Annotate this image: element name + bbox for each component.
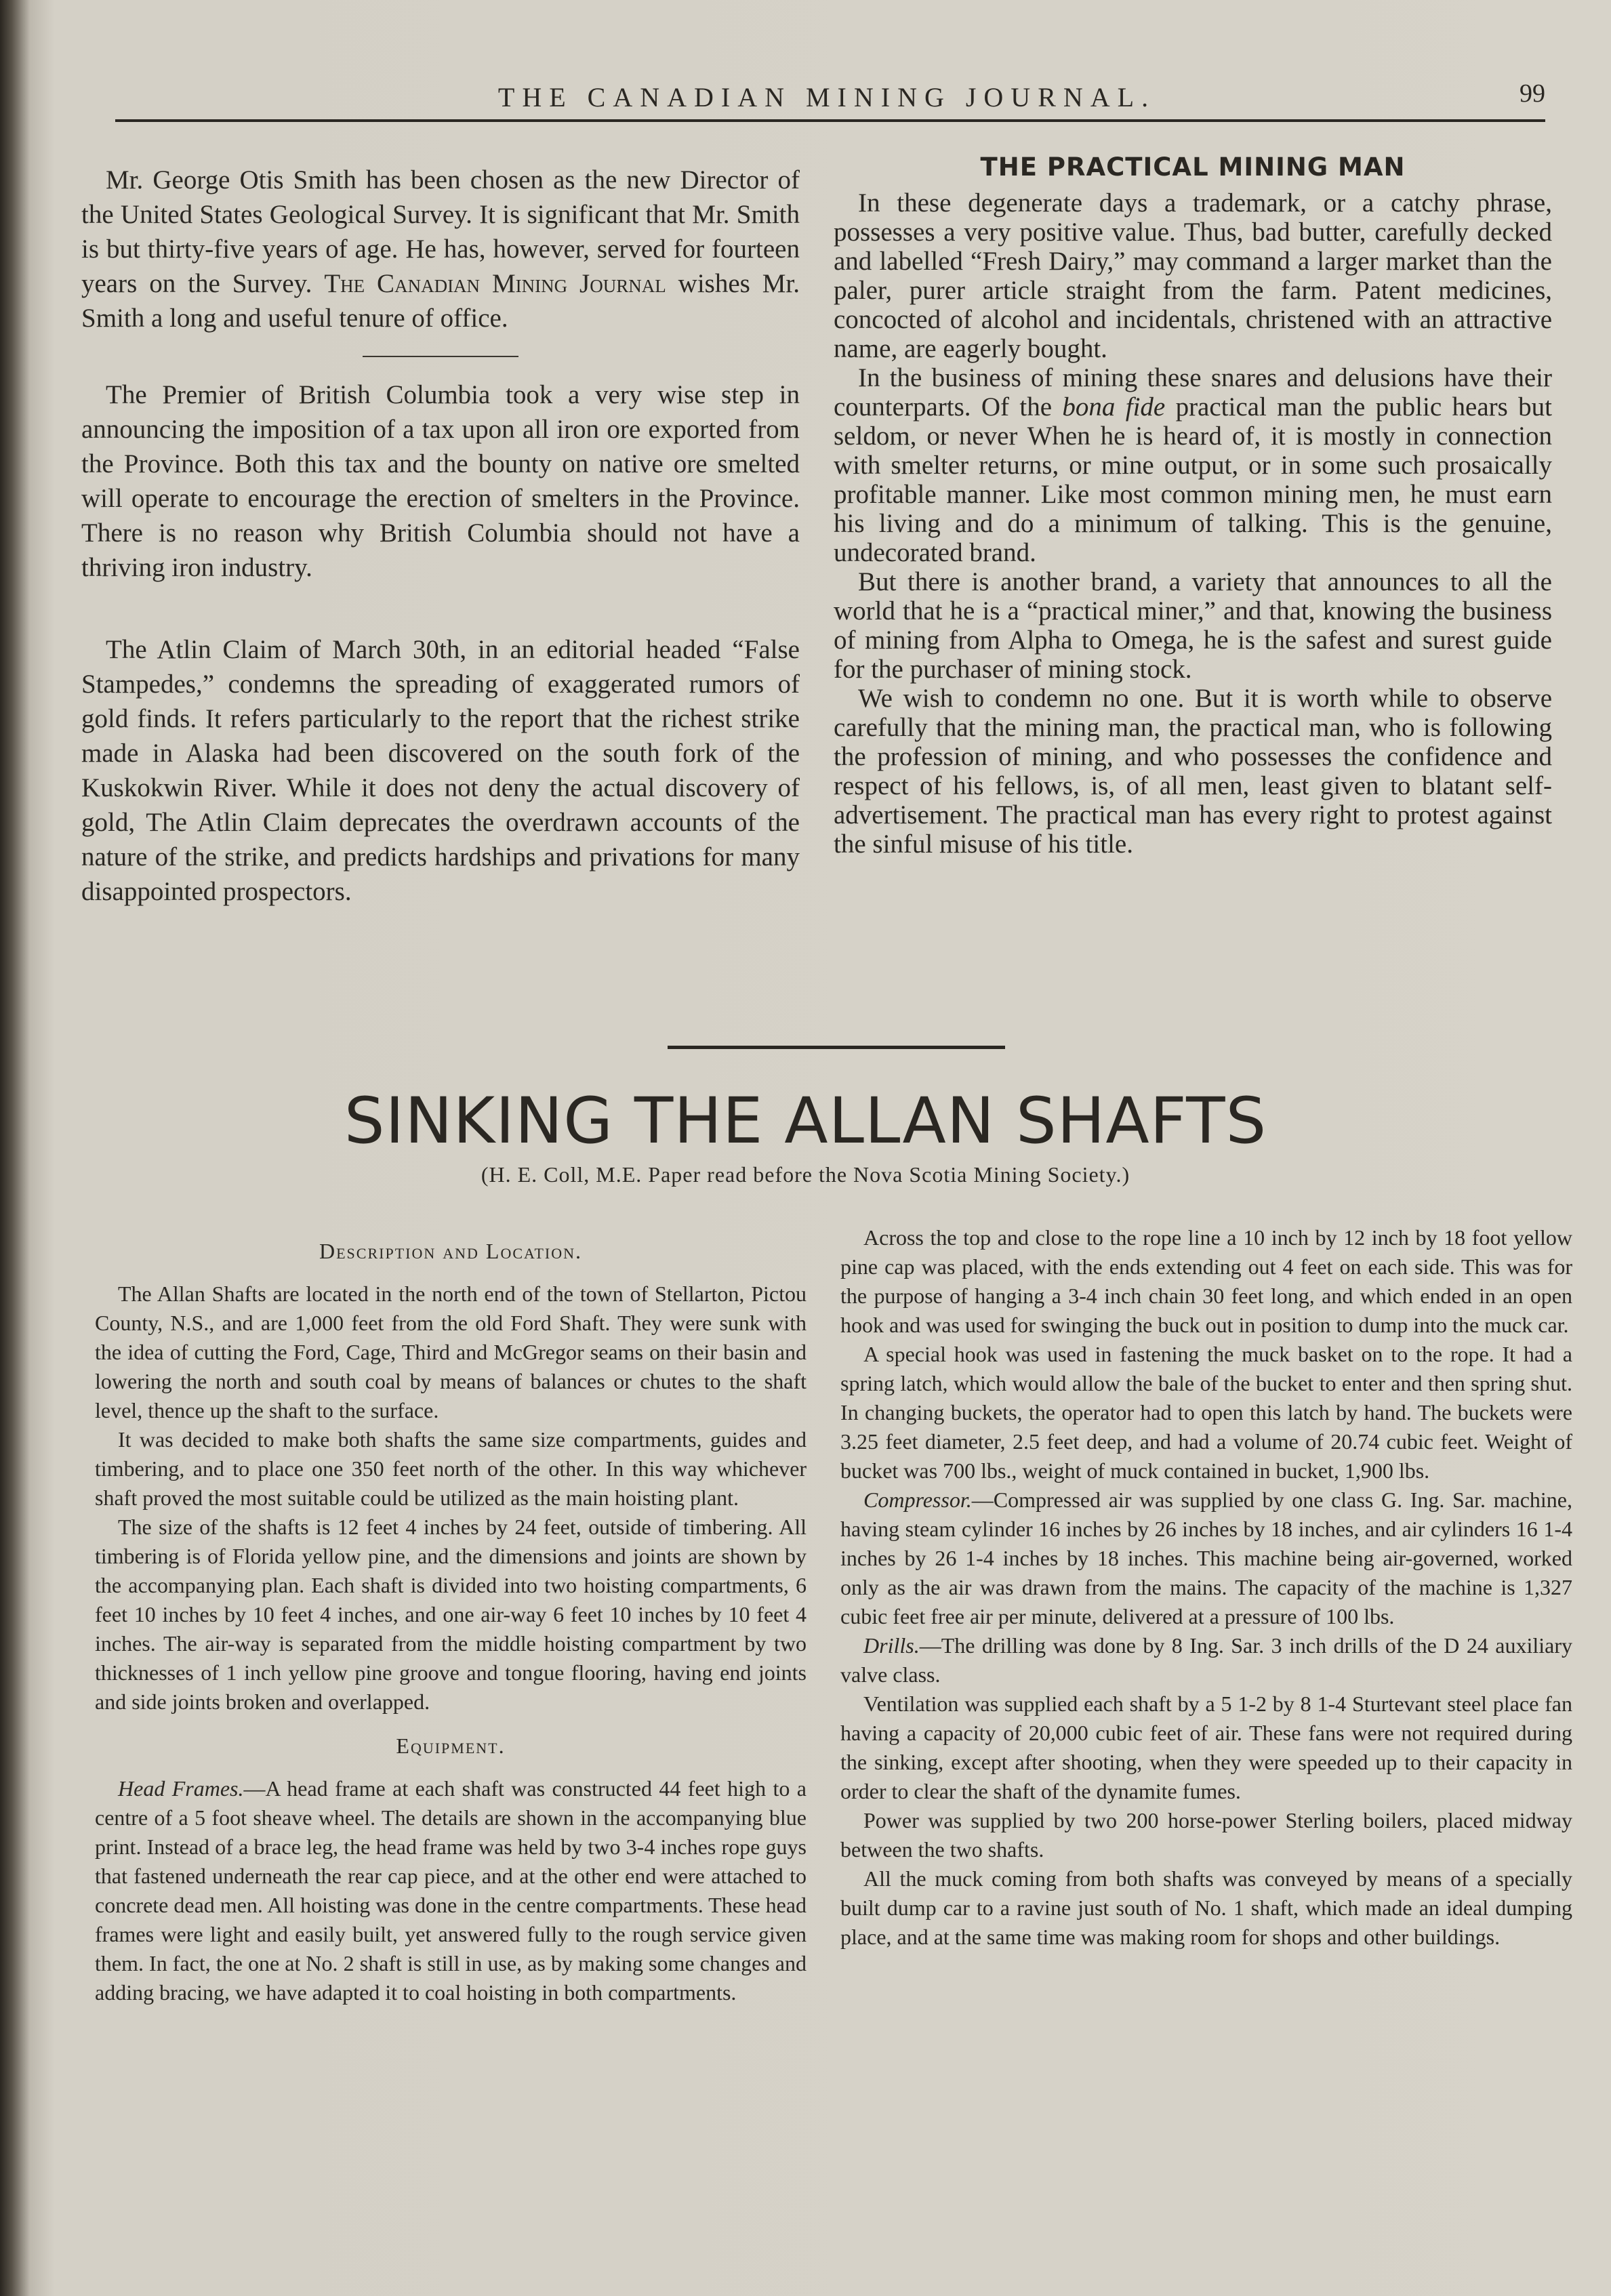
header-rule bbox=[115, 119, 1545, 122]
article-paragraph: It was decided to make both shafts the same size compartments, guides and timbering, and to place one 350 feet north of the other. In this way whichever shaft proved the most suitable could be utilized as the main hoisting plant. bbox=[95, 1427, 807, 1510]
article-paragraph bbox=[840, 1485, 1572, 1631]
left-editorial-column bbox=[81, 163, 800, 909]
page-header bbox=[108, 81, 1545, 122]
practical-heading: THE PRACTICAL MINING MAN bbox=[980, 152, 1406, 182]
right-editorial-column bbox=[834, 152, 1552, 859]
article-paragraph bbox=[840, 1631, 1572, 1689]
section-divider bbox=[668, 1046, 1005, 1049]
editorial-paragraph-smith bbox=[81, 163, 800, 335]
page-number: 99 bbox=[1520, 79, 1545, 108]
section-heading: Equipment. bbox=[396, 1734, 506, 1758]
article-paragraph: All the muck coming from both shafts was conveyed by means of a specially built dump car to a ravine just south of No. 1 shaft, which made an ideal dumping place, and at the same time was making room for shops and other buildings. bbox=[840, 1866, 1572, 1949]
editorial-text: Mr. George Otis Smith has been chosen as the new Director of the United States Geological Survey. It is significant that Mr. Smith is but thirty-five years of age. He has, however, served for fourteen years on the Survey. bbox=[81, 165, 800, 298]
article-paragraph: Ventilation was supplied each shaft by a 5 1-2 by 8 1-4 Sturtevant steel place fan having a capacity of 20,000 cubic feet of air. These fans were not required during the sinking, except after shooting, when they were speeded up to their capacity in order to clear the shaft of the dynamite fumes. bbox=[840, 1692, 1572, 1803]
practical-text: In the business of mining these snares and delusions have their counterparts. Of the bbox=[834, 363, 1552, 422]
section-heading: Description and Location. bbox=[319, 1239, 582, 1263]
paragraph-text: —The drilling was done by 8 Ing. Sar. 3 inch drills of the D 24 auxiliary valve class. bbox=[840, 1633, 1572, 1687]
editorial-paragraph-iron-tax: The Premier of British Columbia took a very wise step in announcing the imposition of a tax upon all iron ore exported from the Province. Both this tax and the bounty on native ore smelted will operate to encourage the erection of smelters in the Province. There is no reason why British Columbia should not have a thriving iron industry. bbox=[81, 380, 800, 582]
article-paragraph: The Allan Shafts are located in the north end of the town of Stellarton, Pictou County, N.S., and are 1,000 feet from the old Ford Shaft. They were sunk with the idea of cutting the Ford, Cage, Third and McGregor seams on their basin and lowering the north and south coal by means of balances or chutes to the shaft level, thence up the shaft to the surface. bbox=[95, 1282, 807, 1422]
paragraph-label: Head Frames. bbox=[118, 1776, 244, 1801]
practical-paragraph: In these degenerate days a trademark, or a catchy phrase, possesses a very positive value. Thus, bad butter, carefully decked and labelled “Fresh Dairy,” may command a larger market than the paler, purer article straight from the farm. Patent medicines, concocted of alcohol and incidentals, christened with an attractive name, are eagerly bought. bbox=[834, 188, 1552, 363]
article-paragraph: A special hook was used in fastening the muck basket on to the rope. It had a spring latch, which would allow the bale of the bucket to enter and then spring shut. In changing buckets, the operator had to open this latch by hand. The buckets were 3.25 feet diameter, 2.5 feet deep, and had a volume of 20.74 cubic feet. Weight of bucket was 700 lbs., weight of muck contained in bucket, 1,900 lbs. bbox=[840, 1342, 1572, 1483]
article-title: SINKING THE ALLAN SHAFTS bbox=[344, 1084, 1267, 1158]
divider bbox=[363, 356, 518, 357]
editorial-text: wishes Mr. Smith a long and useful tenure of office. bbox=[81, 269, 800, 333]
article-byline: (H. E. Coll, M.E. Paper read before the Nova Scotia Mining Society.) bbox=[481, 1162, 1130, 1187]
practical-italic: bona fide bbox=[1062, 392, 1166, 422]
article-paragraph: Across the top and close to the rope line a 10 inch by 12 inch by 18 foot yellow pine cap was placed, with the ends extending out 4 feet on each side. This was for the purpose of hanging a 3-4 inch chain 30 feet long, and which ended in an open hook and was used for swinging the buck out in position to dump into the muck car. bbox=[840, 1225, 1572, 1337]
paragraph-text: —A head frame at each shaft was constructed 44 feet high to a centre of a 5 foot sheave wheel. The details are shown in the accompanying blue print. Instead of a brace leg, the head frame was held by two 3-4 inches rope guys that fastened underneath the rear cap piece, and at the other end were attached to concrete dead men. All hoisting was done in the centre compartments. These head frames were light and easily built, yet answered fully to the rough service given them. In fact, the one at No. 2 shaft is still in use, as by making some changes and adding bracing, we have adapted it to coal hoisting in both compartments. bbox=[95, 1776, 807, 2005]
paragraph-label: Drills. bbox=[863, 1633, 920, 1658]
article-left-column bbox=[95, 1237, 807, 2007]
article-right-column bbox=[840, 1223, 1572, 1952]
article-paragraph bbox=[95, 1774, 807, 2007]
practical-paragraph bbox=[834, 363, 1552, 567]
practical-paragraph: But there is another brand, a variety that announces to all the world that he is a “practical miner,” and that, knowing the business of mining from Alpha to Omega, he is the safest and surest guide for the purchaser of mining stock. bbox=[834, 567, 1552, 684]
practical-text: practical man the public hears but seldom, or never When he is heard of, it is mostly in connection with smelter returns, or mine output, or in some such prosaically profitable manner. Like most common mining men, he must earn his living and do a minimum of talking. This is the genuine, undecorated brand. bbox=[834, 392, 1552, 567]
paragraph-label: Compressor. bbox=[863, 1488, 972, 1512]
article-paragraph: Power was supplied by two 200 horse-power Sterling boilers, placed midway between the two shafts. bbox=[840, 1808, 1572, 1862]
practical-paragraph: We wish to condemn no one. But it is worth while to observe carefully that the mining man, the practical man, who is following the profession of mining, and who possesses the confidence and respect of his fellows, is, of all men, least given to blatant self-advertisement. The practical man has every right to protest against the sinful misuse of his title. bbox=[834, 684, 1552, 859]
journal-name: The Canadian Mining Journal bbox=[324, 269, 666, 298]
running-title: THE CANADIAN MINING JOURNAL. bbox=[497, 82, 1156, 112]
paragraph-text: —Compressed air was supplied by one class G. Ing. Sar. machine, having steam cylinder 16 inches by 26 inches by 18 inches, and air cylinders 16 1-4 inches by 26 1-4 inches by 18 inches. This machine being air-governed, worked only as the air was drawn from the mains. The capacity of the machine is 1,327 cubic feet free air per minute, delivered at a pressure of 100 lbs. bbox=[840, 1488, 1572, 1628]
editorial-paragraph-atlin: The Atlin Claim of March 30th, in an editorial headed “False Stampedes,” condemns the spreading of exaggerated rumors of gold finds. It refers particularly to the report that the richest strike made in Alaska had been discovered on the south fork of the Kuskokwin River. While it does not deny the actual discovery of gold, The Atlin Claim deprecates the overdrawn accounts of the nature of the strike, and predicts hardships and privations for many disappointed prospectors. bbox=[81, 635, 800, 906]
article-paragraph: The size of the shafts is 12 feet 4 inches by 24 feet, outside of timbering. All timbering is of Florida yellow pine, and the dimensions and joints are shown by the accompanying plan. Each shaft is divided into two hoisting compartments, 6 feet 10 inches by 10 feet 4 inches, and one air-way 6 feet 10 inches by 10 feet 4 inches. The air-way is separated from the middle hoisting compartment by two thicknesses of 1 inch yellow pine groove and tongue flooring, having end joints and side joints broken and overlapped. bbox=[95, 1515, 807, 1714]
